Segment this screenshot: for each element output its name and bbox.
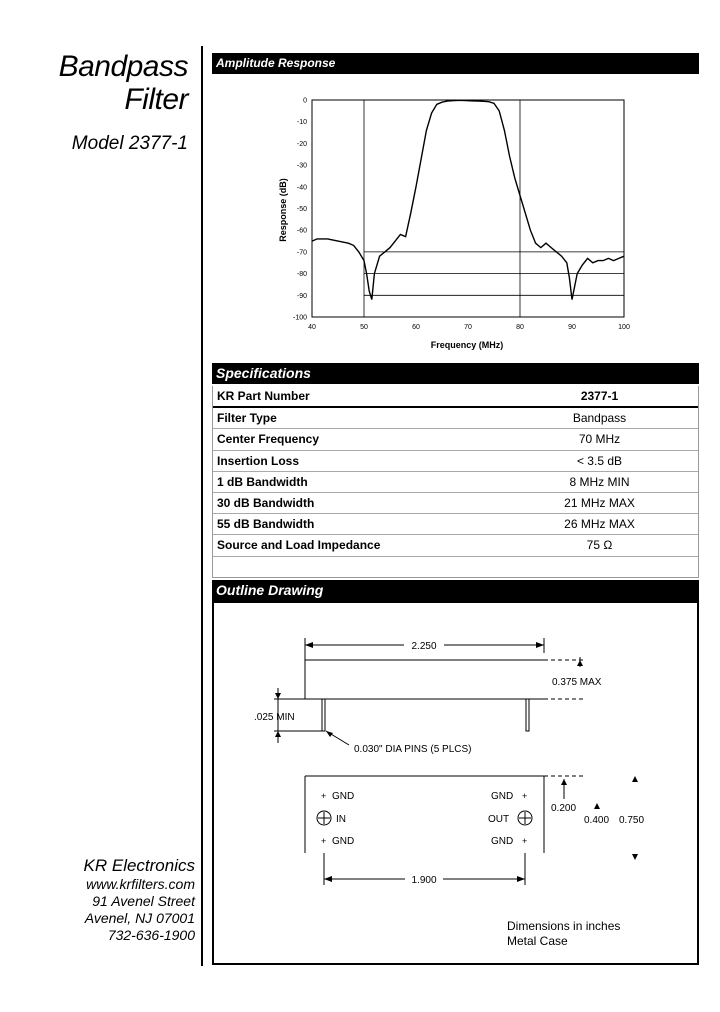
spec-key: Source and Load Impedance <box>217 538 381 553</box>
label-gnd-top-left: GND <box>332 791 355 802</box>
spec-value: Bandpass <box>572 411 627 426</box>
chart-y-tick-label: -60 <box>296 227 307 235</box>
pin-note-label: 0.030" DIA PINS (5 PLCS) <box>354 744 472 755</box>
pin-marker-icon: + <box>321 791 327 801</box>
arrow-icon <box>326 731 333 737</box>
spec-row <box>213 493 698 514</box>
arrow-icon <box>577 660 583 666</box>
spec-header-key: KR Part Number <box>217 389 310 404</box>
arrow-icon <box>517 876 525 882</box>
chart-y-tick-label: -100 <box>292 314 307 322</box>
response-curve <box>312 100 624 299</box>
chart-x-tick-label: 100 <box>618 324 630 331</box>
label-gnd-bottom-right: GND <box>491 836 514 847</box>
spec-value: 75 Ω <box>586 538 613 553</box>
chart-grid <box>312 100 624 317</box>
dim-pin-length-label: .025 MIN <box>254 712 295 723</box>
dim-200-label: 0.200 <box>551 803 577 814</box>
chart-y-tick-label: 0 <box>303 97 307 105</box>
company-name: KR Electronics <box>83 856 195 875</box>
specifications-table <box>212 386 699 578</box>
label-gnd-top-right: GND <box>491 791 514 802</box>
spec-header-value: 2377-1 <box>580 389 619 404</box>
street-address: 91 Avenel Street <box>92 893 195 909</box>
chart-y-tick-label: -40 <box>296 184 307 192</box>
chart-x-axis-label: Frequency (MHz) <box>430 340 504 350</box>
label-gnd-bottom-left: GND <box>332 836 355 847</box>
phone-number: 732-636-1900 <box>107 927 195 943</box>
spec-key: Center Frequency <box>217 432 320 447</box>
title-line-1: Bandpass <box>58 50 188 83</box>
arrow-icon <box>536 642 544 648</box>
spec-value: 26 MHz MAX <box>564 517 635 532</box>
spec-row <box>213 451 698 472</box>
dim-pin-spacing-label: 1.900 <box>411 875 437 886</box>
spec-header-row <box>213 386 698 408</box>
chart-x-tick-label: 90 <box>568 324 576 331</box>
note-units: Dimensions in inches <box>507 919 621 933</box>
vertical-divider <box>201 46 203 966</box>
spec-value: 21 MHz MAX <box>564 496 635 511</box>
chart-y-tick-label: -30 <box>296 162 307 170</box>
section-bar-outline: Outline Drawing <box>212 580 699 601</box>
dim-height-label: 0.375 MAX <box>552 677 602 688</box>
pin <box>322 699 325 731</box>
arrow-icon <box>632 854 638 860</box>
website: www.krfilters.com <box>86 876 195 892</box>
spec-row <box>213 535 698 556</box>
outline-drawing-box <box>212 601 699 965</box>
dim-400-label: 0.400 <box>584 815 610 826</box>
spec-row <box>213 429 698 450</box>
dim-750-label: 0.750 <box>619 815 645 826</box>
arrow-icon <box>594 803 600 809</box>
arrow-icon <box>632 776 638 782</box>
pin-marker-icon: + <box>522 836 528 846</box>
chart-x-tick-label: 40 <box>308 324 316 331</box>
chart-x-tick-label: 80 <box>516 324 524 331</box>
chart-frame <box>312 100 624 317</box>
pin <box>526 699 529 731</box>
arrow-icon <box>275 693 281 699</box>
arrow-icon <box>305 642 313 648</box>
spec-value: 8 MHz MIN <box>569 474 630 489</box>
spec-value: 70 MHz <box>578 432 621 447</box>
spec-key: 55 dB Bandwidth <box>217 517 315 532</box>
chart-y-tick-label: -70 <box>296 249 307 257</box>
spec-key: Filter Type <box>217 411 277 426</box>
chart-y-axis-label: Response (dB) <box>278 178 288 242</box>
note-case: Metal Case <box>507 934 568 948</box>
chart-x-tick-label: 70 <box>464 324 472 331</box>
chart-y-tick-label: -90 <box>296 292 307 300</box>
spec-value: < 3.5 dB <box>576 453 623 468</box>
title-line-2: Filter <box>124 83 188 116</box>
arrow-icon <box>275 731 281 737</box>
chart-ticks <box>293 98 630 332</box>
label-in: IN <box>336 814 346 825</box>
label-out: OUT <box>488 814 510 825</box>
arrow-icon <box>561 779 567 785</box>
dim-length-label: 2.250 <box>411 641 437 652</box>
spec-row <box>213 514 698 535</box>
arrow-icon <box>324 876 332 882</box>
spec-key: 1 dB Bandwidth <box>217 474 308 489</box>
spec-key: 30 dB Bandwidth <box>217 496 315 511</box>
chart-x-tick-label: 50 <box>360 324 368 331</box>
model-number: Model 2377-1 <box>71 133 188 154</box>
spec-row-empty <box>213 557 698 577</box>
city-address: Avenel, NJ 07001 <box>84 910 195 926</box>
pin-marker-icon: + <box>522 791 528 801</box>
chart-y-tick-label: -10 <box>296 119 307 127</box>
spec-row <box>213 408 698 429</box>
spec-row <box>213 472 698 493</box>
amplitude-chart <box>270 90 640 355</box>
section-bar-specifications: Specifications <box>212 363 699 384</box>
chart-y-tick-label: -80 <box>296 271 307 279</box>
section-bar-amplitude: Amplitude Response <box>212 53 699 74</box>
chart-y-tick-label: -20 <box>296 140 307 148</box>
chart-y-tick-label: -50 <box>296 206 307 213</box>
pin-marker-icon: + <box>321 836 327 846</box>
chart-x-tick-label: 60 <box>412 324 420 331</box>
spec-key: Insertion Loss <box>217 453 300 468</box>
outline-drawing <box>214 603 697 963</box>
